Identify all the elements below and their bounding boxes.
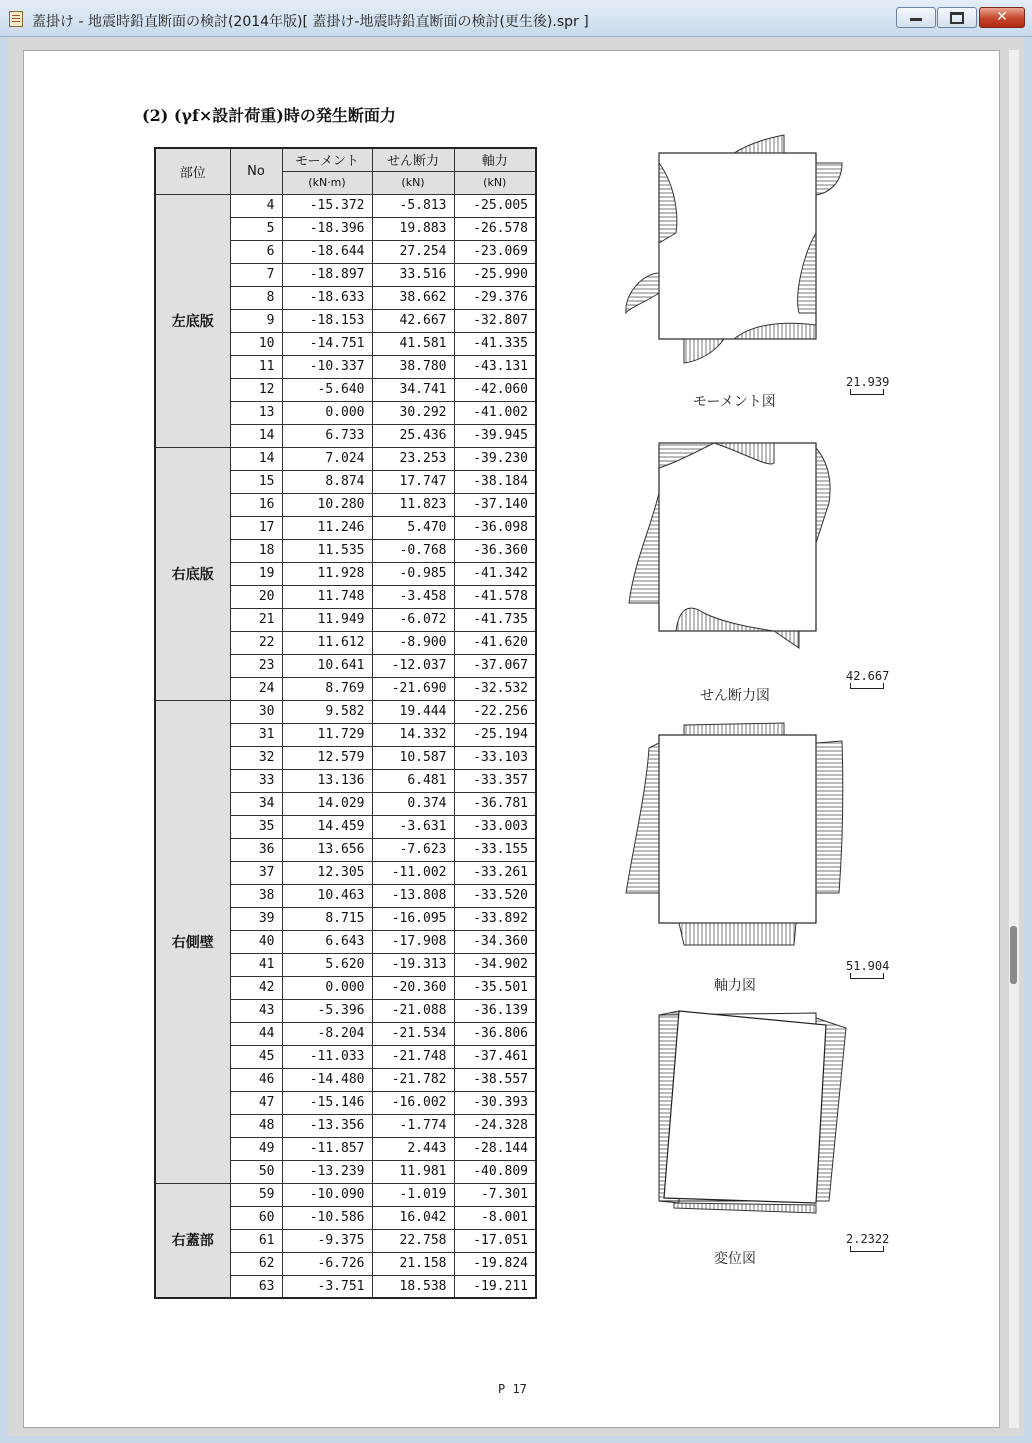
table-row bbox=[155, 194, 536, 217]
header-part: 部位 bbox=[155, 148, 230, 194]
moment-cell: 8.769 bbox=[282, 677, 372, 700]
axial-cell: -41.335 bbox=[454, 332, 536, 355]
moment-cell: 11.949 bbox=[282, 608, 372, 631]
no-cell: 50 bbox=[230, 1160, 282, 1183]
title-bar bbox=[0, 0, 1032, 37]
axial-cell: -7.301 bbox=[454, 1183, 536, 1206]
shear-cell: -16.095 bbox=[372, 907, 454, 930]
part-cell: 左底版 bbox=[155, 194, 230, 447]
shear-cell: -8.900 bbox=[372, 631, 454, 654]
axial-cell: -41.342 bbox=[454, 562, 536, 585]
no-cell: 45 bbox=[230, 1045, 282, 1068]
shear-cell: 16.042 bbox=[372, 1206, 454, 1229]
no-cell: 11 bbox=[230, 355, 282, 378]
axial-cell: -19.824 bbox=[454, 1252, 536, 1275]
shear-cell: 14.332 bbox=[372, 723, 454, 746]
shear-cell: 38.662 bbox=[372, 286, 454, 309]
shear-diagram-title: せん断力図 bbox=[700, 688, 770, 704]
axial-cell: -32.532 bbox=[454, 677, 536, 700]
axial-cell: -22.256 bbox=[454, 700, 536, 723]
header-axial: 軸力 bbox=[454, 148, 536, 171]
window-title: 蓋掛け - 地震時鉛直断面の検討(2014年版)[ 蓋掛け-地震時鉛直断面の検討(更生後).spr ] bbox=[32, 14, 589, 30]
table-row bbox=[155, 700, 536, 723]
axial-cell: -35.501 bbox=[454, 976, 536, 999]
header-no: No bbox=[230, 148, 282, 194]
shear-scale-bar bbox=[850, 683, 884, 689]
moment-cell: -18.633 bbox=[282, 286, 372, 309]
shear-cell: 30.292 bbox=[372, 401, 454, 424]
shear-diagram bbox=[604, 423, 890, 704]
axial-cell: -37.461 bbox=[454, 1045, 536, 1068]
moment-cell: -10.337 bbox=[282, 355, 372, 378]
axial-cell: -34.360 bbox=[454, 930, 536, 953]
table-row bbox=[155, 1183, 536, 1206]
shear-cell: 17.747 bbox=[372, 470, 454, 493]
shear-cell: -0.768 bbox=[372, 539, 454, 562]
moment-cell: -18.644 bbox=[282, 240, 372, 263]
shear-cell: 19.883 bbox=[372, 217, 454, 240]
axial-cell: -33.892 bbox=[454, 907, 536, 930]
part-cell: 右側壁 bbox=[155, 700, 230, 1183]
header-shear-unit: (kN) bbox=[372, 171, 454, 194]
axial-cell: -38.184 bbox=[454, 470, 536, 493]
no-cell: 42 bbox=[230, 976, 282, 999]
moment-cell: -3.751 bbox=[282, 1275, 372, 1298]
axial-cell: -38.557 bbox=[454, 1068, 536, 1091]
no-cell: 37 bbox=[230, 861, 282, 884]
shear-cell: -21.088 bbox=[372, 999, 454, 1022]
no-cell: 59 bbox=[230, 1183, 282, 1206]
shear-cell: 38.780 bbox=[372, 355, 454, 378]
axial-diagram bbox=[604, 713, 890, 994]
no-cell: 12 bbox=[230, 378, 282, 401]
no-cell: 32 bbox=[230, 746, 282, 769]
moment-cell: 13.656 bbox=[282, 838, 372, 861]
moment-cell: 11.928 bbox=[282, 562, 372, 585]
axial-cell: -41.002 bbox=[454, 401, 536, 424]
header-moment: モーメント bbox=[282, 148, 372, 171]
no-cell: 24 bbox=[230, 677, 282, 700]
close-icon: ✕ bbox=[996, 9, 1008, 25]
moment-cell: -11.857 bbox=[282, 1137, 372, 1160]
axial-cell: -41.735 bbox=[454, 608, 536, 631]
moment-cell: -5.640 bbox=[282, 378, 372, 401]
no-cell: 18 bbox=[230, 539, 282, 562]
axial-cell: -24.328 bbox=[454, 1114, 536, 1137]
shear-cell: 33.516 bbox=[372, 263, 454, 286]
moment-cell: 8.874 bbox=[282, 470, 372, 493]
axial-cell: -40.809 bbox=[454, 1160, 536, 1183]
axial-cell: -33.357 bbox=[454, 769, 536, 792]
moment-cell: 9.582 bbox=[282, 700, 372, 723]
section-force-table bbox=[154, 147, 537, 1299]
moment-cell: -5.396 bbox=[282, 999, 372, 1022]
shear-scale-value: 42.667 bbox=[846, 669, 890, 683]
moment-diagram bbox=[604, 123, 890, 410]
maximize-icon bbox=[950, 12, 964, 24]
moment-cell: -10.090 bbox=[282, 1183, 372, 1206]
minimize-button[interactable] bbox=[896, 7, 936, 28]
axial-cell: -26.578 bbox=[454, 217, 536, 240]
shear-cell: -21.534 bbox=[372, 1022, 454, 1045]
table-row bbox=[155, 447, 536, 470]
shear-cell: 2.443 bbox=[372, 1137, 454, 1160]
no-cell: 40 bbox=[230, 930, 282, 953]
shear-cell: -7.623 bbox=[372, 838, 454, 861]
axial-scale-value: 51.904 bbox=[846, 959, 890, 973]
moment-cell: 6.643 bbox=[282, 930, 372, 953]
shear-diagram-graphic bbox=[604, 423, 884, 683]
moment-scale-bar bbox=[850, 389, 884, 395]
moment-cell: 11.535 bbox=[282, 539, 372, 562]
shear-cell: -17.908 bbox=[372, 930, 454, 953]
moment-cell: -15.372 bbox=[282, 194, 372, 217]
shear-cell: -3.458 bbox=[372, 585, 454, 608]
no-cell: 47 bbox=[230, 1091, 282, 1114]
shear-cell: -21.782 bbox=[372, 1068, 454, 1091]
no-cell: 22 bbox=[230, 631, 282, 654]
document-viewport[interactable] bbox=[8, 37, 1024, 1436]
report-page bbox=[23, 50, 1000, 1428]
displacement-diagram-graphic bbox=[604, 1003, 884, 1263]
moment-cell: 14.029 bbox=[282, 792, 372, 815]
shear-cell: -6.072 bbox=[372, 608, 454, 631]
moment-cell: 11.612 bbox=[282, 631, 372, 654]
axial-cell: -25.194 bbox=[454, 723, 536, 746]
no-cell: 49 bbox=[230, 1137, 282, 1160]
axial-cell: -33.155 bbox=[454, 838, 536, 861]
shear-cell: 18.538 bbox=[372, 1275, 454, 1298]
no-cell: 14 bbox=[230, 424, 282, 447]
moment-cell: -18.897 bbox=[282, 263, 372, 286]
moment-cell: 11.748 bbox=[282, 585, 372, 608]
shear-cell: 0.374 bbox=[372, 792, 454, 815]
moment-scale-value: 21.939 bbox=[846, 375, 890, 389]
moment-cell: 8.715 bbox=[282, 907, 372, 930]
no-cell: 10 bbox=[230, 332, 282, 355]
shear-cell: -11.002 bbox=[372, 861, 454, 884]
axial-cell: -32.807 bbox=[454, 309, 536, 332]
axial-cell: -36.360 bbox=[454, 539, 536, 562]
shear-cell: -0.985 bbox=[372, 562, 454, 585]
shear-cell: -12.037 bbox=[372, 654, 454, 677]
no-cell: 4 bbox=[230, 194, 282, 217]
shear-cell: -3.631 bbox=[372, 815, 454, 838]
displacement-scale-bar bbox=[850, 1246, 884, 1252]
axial-cell: -25.990 bbox=[454, 263, 536, 286]
minimize-icon bbox=[910, 18, 922, 21]
moment-cell: -14.480 bbox=[282, 1068, 372, 1091]
shear-cell: 6.481 bbox=[372, 769, 454, 792]
no-cell: 20 bbox=[230, 585, 282, 608]
moment-cell: -6.726 bbox=[282, 1252, 372, 1275]
moment-cell: -10.586 bbox=[282, 1206, 372, 1229]
no-cell: 61 bbox=[230, 1229, 282, 1252]
no-cell: 31 bbox=[230, 723, 282, 746]
moment-cell: 6.733 bbox=[282, 424, 372, 447]
no-cell: 63 bbox=[230, 1275, 282, 1298]
shear-cell: 25.436 bbox=[372, 424, 454, 447]
moment-cell: -8.204 bbox=[282, 1022, 372, 1045]
moment-cell: -13.356 bbox=[282, 1114, 372, 1137]
no-cell: 38 bbox=[230, 884, 282, 907]
moment-cell: -9.375 bbox=[282, 1229, 372, 1252]
moment-cell: 11.729 bbox=[282, 723, 372, 746]
no-cell: 30 bbox=[230, 700, 282, 723]
no-cell: 60 bbox=[230, 1206, 282, 1229]
moment-diagram-title: モーメント図 bbox=[693, 394, 776, 410]
shear-cell: 27.254 bbox=[372, 240, 454, 263]
part-cell: 右底版 bbox=[155, 447, 230, 700]
axial-cell: -36.781 bbox=[454, 792, 536, 815]
no-cell: 34 bbox=[230, 792, 282, 815]
vertical-scrollbar[interactable] bbox=[1009, 50, 1019, 1428]
no-cell: 21 bbox=[230, 608, 282, 631]
shear-cell: 41.581 bbox=[372, 332, 454, 355]
shear-cell: 23.253 bbox=[372, 447, 454, 470]
axial-diagram-title: 軸力図 bbox=[714, 978, 756, 994]
moment-cell: 10.463 bbox=[282, 884, 372, 907]
part-cell: 右蓋部 bbox=[155, 1183, 230, 1298]
section-title: (2) (γf×設計荷重)時の発生断面力 bbox=[142, 106, 396, 125]
shear-cell: 22.758 bbox=[372, 1229, 454, 1252]
moment-cell: -15.146 bbox=[282, 1091, 372, 1114]
no-cell: 17 bbox=[230, 516, 282, 539]
no-cell: 19 bbox=[230, 562, 282, 585]
no-cell: 9 bbox=[230, 309, 282, 332]
axial-cell: -33.520 bbox=[454, 884, 536, 907]
moment-cell: -18.396 bbox=[282, 217, 372, 240]
shear-cell: 19.444 bbox=[372, 700, 454, 723]
shear-cell: 10.587 bbox=[372, 746, 454, 769]
moment-cell: 12.579 bbox=[282, 746, 372, 769]
axial-scale-bar bbox=[850, 973, 884, 979]
no-cell: 33 bbox=[230, 769, 282, 792]
moment-cell: 10.641 bbox=[282, 654, 372, 677]
axial-cell: -23.069 bbox=[454, 240, 536, 263]
moment-cell: 0.000 bbox=[282, 401, 372, 424]
no-cell: 48 bbox=[230, 1114, 282, 1137]
displacement-diagram-title: 変位図 bbox=[714, 1251, 756, 1267]
shear-cell: -21.690 bbox=[372, 677, 454, 700]
axial-cell: -33.003 bbox=[454, 815, 536, 838]
axial-cell: -39.945 bbox=[454, 424, 536, 447]
shear-cell: -1.019 bbox=[372, 1183, 454, 1206]
moment-cell: 14.459 bbox=[282, 815, 372, 838]
table-body bbox=[155, 194, 536, 1298]
moment-cell: -14.751 bbox=[282, 332, 372, 355]
axial-cell: -41.578 bbox=[454, 585, 536, 608]
axial-cell: -39.230 bbox=[454, 447, 536, 470]
page-number: P 17 bbox=[498, 1382, 527, 1396]
no-cell: 62 bbox=[230, 1252, 282, 1275]
no-cell: 13 bbox=[230, 401, 282, 424]
shear-cell: -1.774 bbox=[372, 1114, 454, 1137]
shear-cell: 21.158 bbox=[372, 1252, 454, 1275]
shear-cell: -21.748 bbox=[372, 1045, 454, 1068]
scrollbar-thumb[interactable] bbox=[1010, 926, 1017, 984]
moment-cell: 10.280 bbox=[282, 493, 372, 516]
axial-cell: -28.144 bbox=[454, 1137, 536, 1160]
moment-cell: -18.153 bbox=[282, 309, 372, 332]
shear-cell: 34.741 bbox=[372, 378, 454, 401]
no-cell: 39 bbox=[230, 907, 282, 930]
header-axial-unit: (kN) bbox=[454, 171, 536, 194]
no-cell: 5 bbox=[230, 217, 282, 240]
shear-cell: 11.823 bbox=[372, 493, 454, 516]
moment-cell: -11.033 bbox=[282, 1045, 372, 1068]
axial-cell: -33.103 bbox=[454, 746, 536, 769]
moment-cell: 0.000 bbox=[282, 976, 372, 999]
shear-cell: -13.808 bbox=[372, 884, 454, 907]
axial-cell: -19.211 bbox=[454, 1275, 536, 1298]
no-cell: 41 bbox=[230, 953, 282, 976]
axial-cell: -41.620 bbox=[454, 631, 536, 654]
axial-diagram-graphic bbox=[604, 713, 884, 973]
maximize-button[interactable] bbox=[937, 7, 977, 28]
shear-cell: -19.313 bbox=[372, 953, 454, 976]
axial-cell: -36.098 bbox=[454, 516, 536, 539]
axial-cell: -36.806 bbox=[454, 1022, 536, 1045]
axial-cell: -17.051 bbox=[454, 1229, 536, 1252]
no-cell: 36 bbox=[230, 838, 282, 861]
shear-cell: -20.360 bbox=[372, 976, 454, 999]
axial-cell: -37.067 bbox=[454, 654, 536, 677]
moment-cell: 7.024 bbox=[282, 447, 372, 470]
axial-cell: -34.902 bbox=[454, 953, 536, 976]
axial-cell: -30.393 bbox=[454, 1091, 536, 1114]
axial-cell: -33.261 bbox=[454, 861, 536, 884]
axial-cell: -42.060 bbox=[454, 378, 536, 401]
moment-cell: 12.305 bbox=[282, 861, 372, 884]
no-cell: 15 bbox=[230, 470, 282, 493]
moment-cell: -13.239 bbox=[282, 1160, 372, 1183]
shear-cell: 11.981 bbox=[372, 1160, 454, 1183]
no-cell: 16 bbox=[230, 493, 282, 516]
axial-cell: -36.139 bbox=[454, 999, 536, 1022]
moment-cell: 13.136 bbox=[282, 769, 372, 792]
displacement-scale-value: 2.2322 bbox=[846, 1232, 890, 1246]
header-shear: せん断力 bbox=[372, 148, 454, 171]
no-cell: 44 bbox=[230, 1022, 282, 1045]
displacement-diagram bbox=[604, 1003, 890, 1267]
no-cell: 7 bbox=[230, 263, 282, 286]
axial-cell: -8.001 bbox=[454, 1206, 536, 1229]
no-cell: 43 bbox=[230, 999, 282, 1022]
moment-diagram-graphic bbox=[604, 123, 884, 383]
moment-cell: 5.620 bbox=[282, 953, 372, 976]
no-cell: 35 bbox=[230, 815, 282, 838]
axial-cell: -25.005 bbox=[454, 194, 536, 217]
no-cell: 6 bbox=[230, 240, 282, 263]
shear-cell: 42.667 bbox=[372, 309, 454, 332]
no-cell: 23 bbox=[230, 654, 282, 677]
app-icon bbox=[9, 11, 23, 27]
axial-cell: -43.131 bbox=[454, 355, 536, 378]
no-cell: 14 bbox=[230, 447, 282, 470]
close-button[interactable] bbox=[979, 7, 1025, 28]
header-moment-unit: (kN·m) bbox=[282, 171, 372, 194]
axial-cell: -29.376 bbox=[454, 286, 536, 309]
axial-cell: -37.140 bbox=[454, 493, 536, 516]
shear-cell: -16.002 bbox=[372, 1091, 454, 1114]
no-cell: 8 bbox=[230, 286, 282, 309]
shear-cell: 5.470 bbox=[372, 516, 454, 539]
moment-cell: 11.246 bbox=[282, 516, 372, 539]
shear-cell: -5.813 bbox=[372, 194, 454, 217]
no-cell: 46 bbox=[230, 1068, 282, 1091]
